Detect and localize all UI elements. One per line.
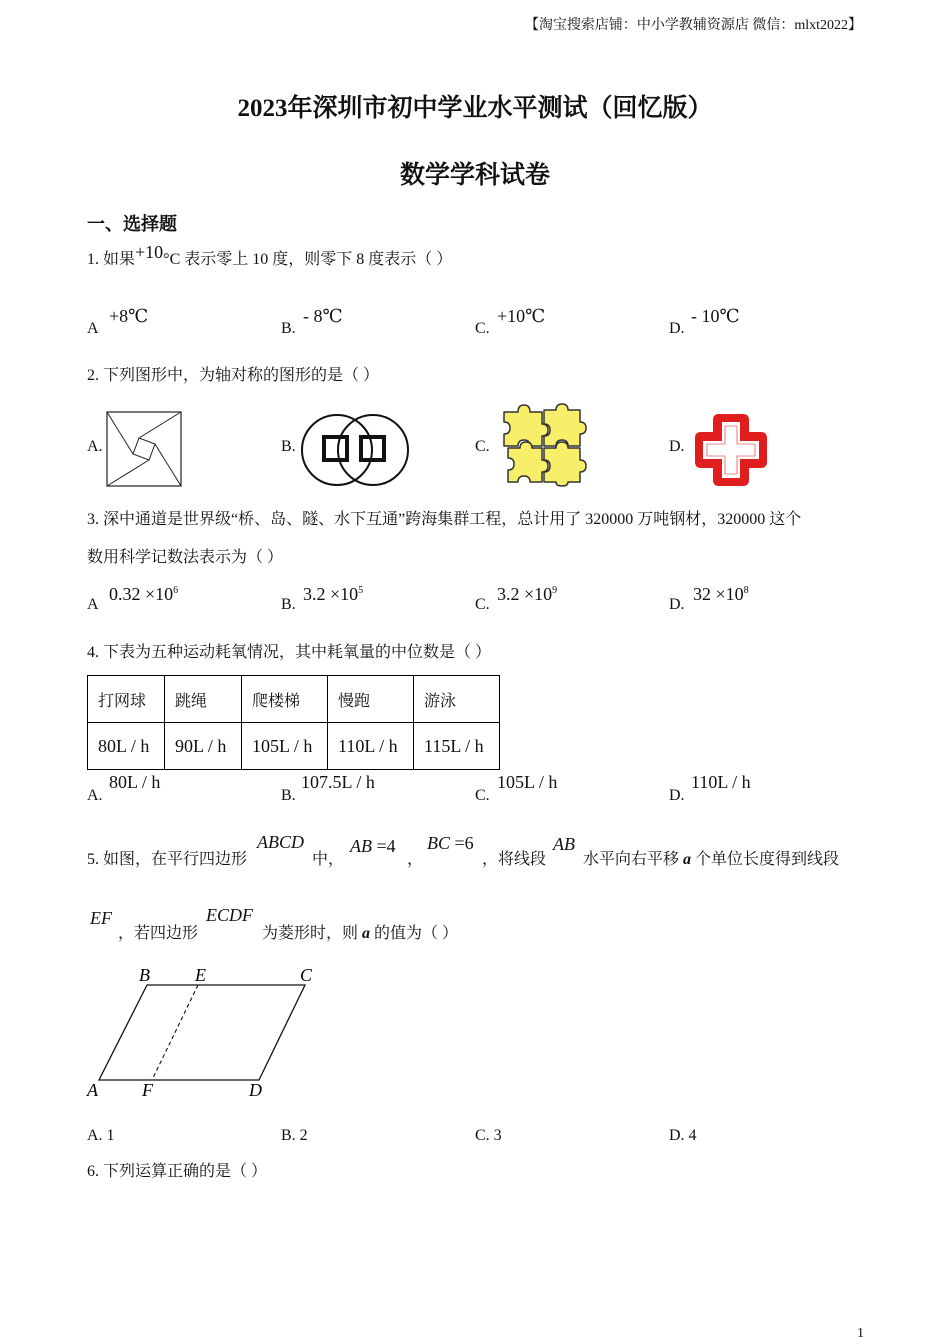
- q5-text-5: 水平向右平移 a 个单位长度得到线段: [583, 851, 840, 868]
- question-3-stem-line1: 3. 深中通道是世界级“桥、岛、隧、水下互通”跨海集群工程，总计用了 320000 万吨钢材，320000 这个: [87, 511, 802, 528]
- q1-option-c[interactable]: C. +10℃: [475, 306, 546, 337]
- q5-text-7: 为菱形时，则 a 的值为（ ）: [262, 925, 459, 942]
- q2-figure-d-red-cross: [693, 412, 769, 488]
- page-number: 1: [857, 1326, 864, 1341]
- q5-text-1: 5. 如图，在平行四边形: [87, 851, 248, 868]
- q2-figure-b-coins: [300, 412, 412, 488]
- point-label-d: D: [249, 1080, 262, 1100]
- q2-option-a[interactable]: A.: [87, 438, 103, 455]
- q1-text-pre: 1. 如果: [87, 251, 136, 268]
- q5-math-ab4: AB =4: [350, 836, 396, 856]
- table-cell: 110L / h: [328, 723, 414, 770]
- q5-option-a[interactable]: A. 1: [87, 1127, 115, 1144]
- q2-figure-a-pinwheel: [105, 410, 183, 488]
- page-header: 【淘宝搜索店铺：中小学教辅资源店 微信：mlxt2022】: [524, 18, 862, 33]
- table-cell: 105L / h: [242, 723, 328, 770]
- q3-option-c-exp: 9: [552, 585, 558, 596]
- q5-math-ab: AB: [553, 834, 575, 854]
- q5-text-2: 中，: [312, 851, 345, 868]
- table-header-cell: 跳绳: [165, 676, 242, 723]
- q1-option-a-math: +8℃: [109, 306, 149, 326]
- q5-option-b[interactable]: B. 2: [281, 1127, 308, 1144]
- q4-option-c[interactable]: C. 105L / h: [475, 772, 558, 804]
- q4-option-a[interactable]: A. 80L / h: [87, 772, 161, 804]
- q3-option-d[interactable]: D. $32 \times 10^8$: [669, 584, 749, 613]
- q5-math-ef: EF: [90, 908, 112, 928]
- q2-option-c[interactable]: C.: [475, 438, 490, 455]
- table-header-cell: 爬楼梯: [242, 676, 328, 723]
- q5-math-bc6: BC =6: [427, 833, 474, 853]
- q4-option-a-math: 80L / h: [109, 772, 161, 792]
- q1-option-d[interactable]: D. - 10℃: [669, 306, 740, 337]
- q5-option-c[interactable]: C. 3: [475, 1127, 502, 1144]
- q1-option-c-math: +10℃: [497, 306, 546, 326]
- q4-option-b-math: 107.5L / h: [301, 772, 375, 792]
- q3-option-c-base: 3.2 ×10: [497, 584, 553, 604]
- q4-option-d-math: 110L / h: [691, 772, 751, 792]
- point-label-a: A: [87, 1080, 98, 1100]
- q3-option-a-exp: 6: [173, 585, 179, 596]
- q5-text-6: ，若四边形: [118, 925, 199, 942]
- q1-option-b-math: - 8℃: [303, 306, 343, 326]
- exam-title: 2023年深圳市初中学业水平测试（回忆版）: [237, 95, 713, 122]
- q5-math-ecdf: ECDF: [206, 905, 253, 925]
- q2-option-b[interactable]: B.: [281, 438, 296, 455]
- question-4-stem: 4. 下表为五种运动耗氧情况，其中耗氧量的中位数是（ ）: [87, 644, 492, 661]
- point-label-b: B: [139, 965, 150, 985]
- q5-figure-parallelogram: [85, 962, 325, 1102]
- q3-option-a[interactable]: A $0.32 \times 10^6$: [87, 584, 179, 613]
- point-label-f: F: [142, 1080, 153, 1100]
- section-heading-choice: 一、选择题: [87, 214, 177, 234]
- q4-option-b[interactable]: B. 107.5L / h: [281, 772, 375, 804]
- q3-option-b-base: 3.2 ×10: [303, 584, 359, 604]
- q3-option-b[interactable]: B. $3.2 \times 10^5$: [281, 584, 364, 613]
- q2-figure-c-puzzle: [500, 404, 586, 486]
- q5-option-d[interactable]: D. 4: [669, 1127, 697, 1144]
- point-label-e: E: [195, 965, 206, 985]
- q1-option-d-math: - 10℃: [691, 306, 740, 326]
- table-header-cell: 打网球: [88, 676, 165, 723]
- question-2-stem: 2. 下列图形中，为轴对称的图形的是（ ）: [87, 367, 380, 384]
- table-cell: 80L / h: [88, 723, 165, 770]
- q3-option-b-exp: 5: [358, 585, 364, 596]
- q1-option-b[interactable]: B. - 8℃: [281, 306, 343, 337]
- q1-text-post: °C 表示零上 10 度，则零下 8 度表示（ ）: [163, 251, 453, 268]
- oxygen-consumption-table: [87, 675, 500, 770]
- table-header-row: [88, 676, 500, 723]
- table-header-cell: 游泳: [414, 676, 500, 723]
- question-6-stem: 6. 下列运算正确的是（ ）: [87, 1163, 268, 1180]
- q3-option-d-exp: 8: [743, 585, 749, 596]
- q4-option-d[interactable]: D. 110L / h: [669, 772, 751, 804]
- question-1-stem: [87, 242, 453, 270]
- q4-option-c-math: 105L / h: [497, 772, 558, 792]
- exam-subtitle: 数学学科试卷: [399, 162, 550, 189]
- q5-text-3: ，: [407, 851, 424, 868]
- q3-option-c[interactable]: C. $3.2 \times 10^9$: [475, 584, 558, 613]
- q2-option-d[interactable]: D.: [669, 438, 685, 455]
- point-label-c: C: [300, 965, 313, 985]
- question-3-stem-line2: 数用科学记数法表示为（ ）: [87, 549, 284, 566]
- table-cell: 115L / h: [414, 723, 500, 770]
- table-cell: 90L / h: [165, 723, 242, 770]
- q5-math-abcd: ABCD: [257, 832, 304, 852]
- q3-option-a-base: 0.32 ×10: [109, 584, 174, 604]
- table-header-cell: 慢跑: [328, 676, 414, 723]
- q5-text-4: ，将线段: [482, 851, 547, 868]
- q1-math: +10: [135, 242, 164, 262]
- table-row: [88, 723, 500, 770]
- q1-option-a[interactable]: A +8℃: [87, 306, 149, 337]
- q3-option-d-base: 32 ×10: [693, 584, 744, 604]
